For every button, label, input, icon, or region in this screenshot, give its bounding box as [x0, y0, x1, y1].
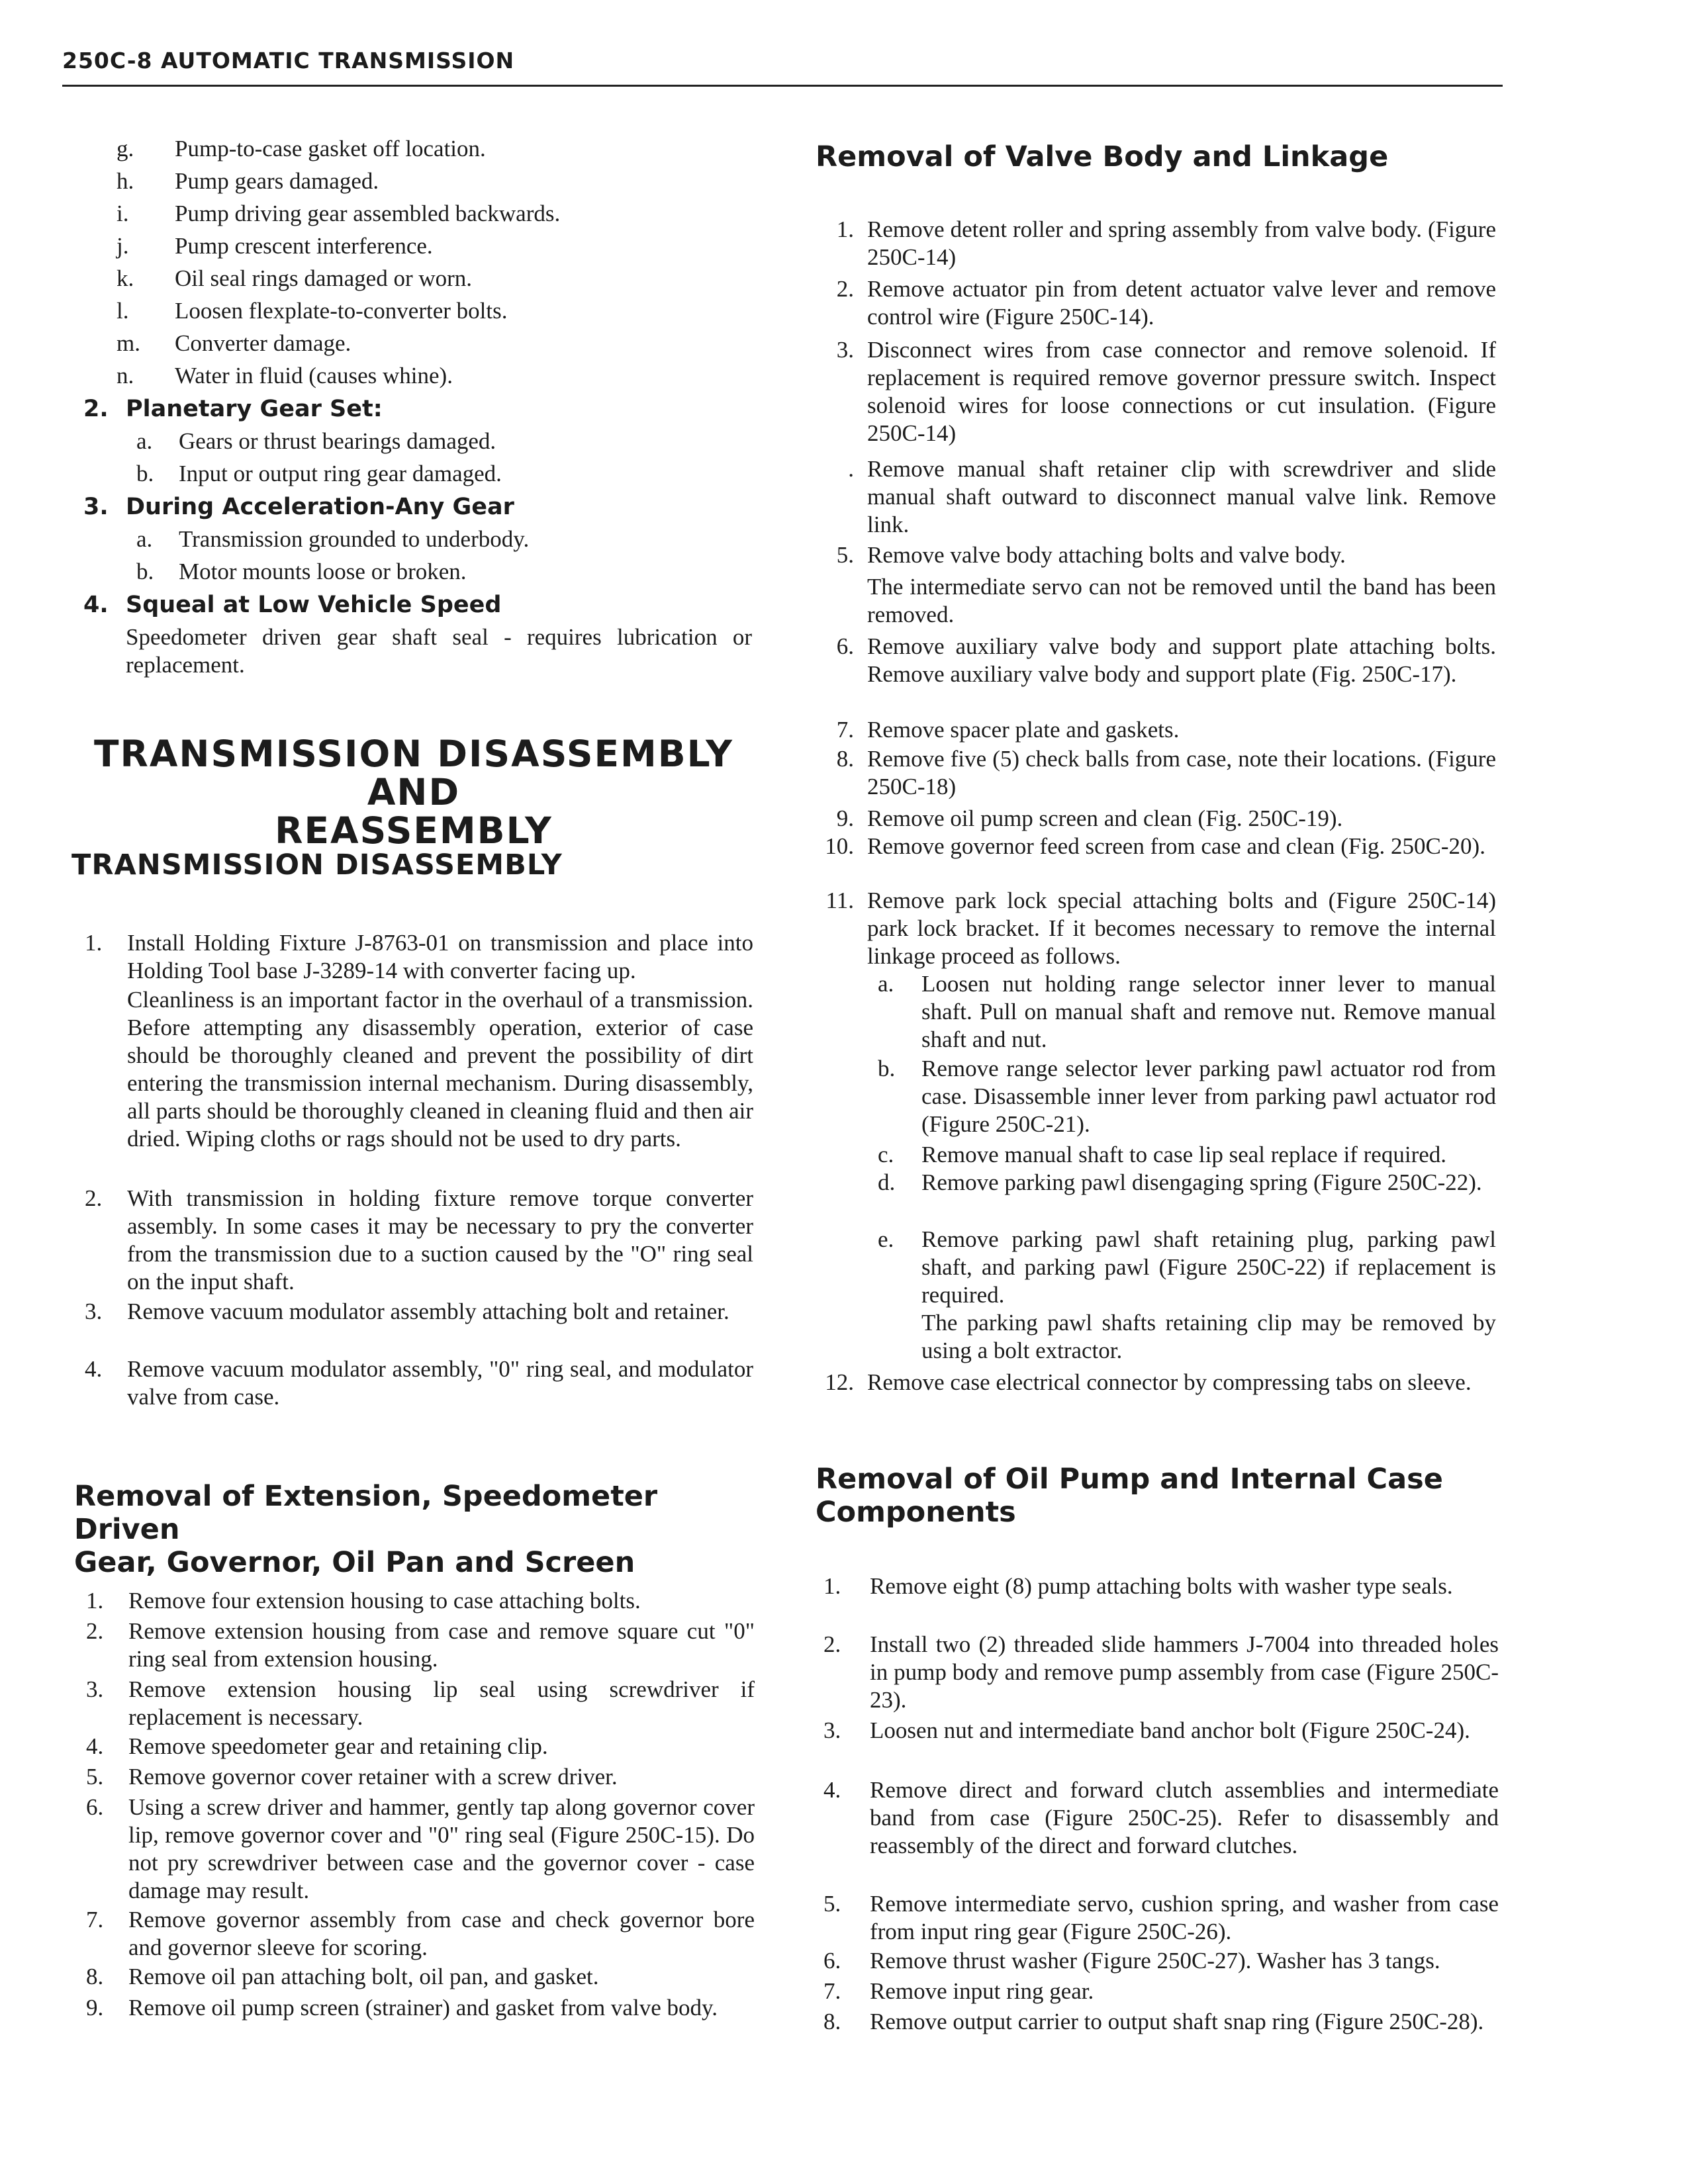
list-item: i. Pump driving gear assembled backwards.: [117, 201, 561, 226]
list-item: d. Remove parking pawl disengaging spring (Figure 250C-22).: [878, 1169, 1482, 1195]
list-item: 8. Remove five (5) check balls from case, note their locations. (Figure 250C-18): [836, 746, 1496, 799]
list-item: 6. Using a screw driver and hammer, gently tap along governor cover lip, remove governor cover and "0" ring seal (Figure 250C-15). Do not pry screwdriver between case and the governor cover - case damage may result.: [86, 1794, 755, 1903]
section-heading-valve-body: Removal of Valve Body and Linkage: [816, 140, 1389, 173]
list-item: 4. Remove speedometer gear and retaining clip.: [86, 1733, 548, 1759]
list-item: 8. Remove oil pan attaching bolt, oil pan, and gasket.: [86, 1964, 599, 1989]
list-item: 12. Remove case electrical connector by compressing tabs on sleeve.: [825, 1369, 1472, 1395]
list-item: l. Loosen flexplate-to-converter bolts.: [117, 298, 508, 324]
list-item: . Remove manual shaft retainer clip with screwdriver and slide manual shaft outward to disconnect manual valve link. Remove link.: [848, 456, 1496, 537]
list-item: b. Motor mounts loose or broken.: [136, 559, 467, 584]
main-heading-line-2: REASSEMBLY: [275, 809, 553, 852]
list-item: 1. Remove detent roller and spring assembly from valve body. (Figure 250C-14): [836, 216, 1496, 270]
extension-heading-line-2: Gear, Governor, Oil Pan and Screen: [74, 1546, 635, 1579]
list-item: a. Gears or thrust bearings damaged.: [136, 428, 496, 454]
list-item: 1. Install Holding Fixture J-8763-01 on transmission and place into Holding Tool base J-3289-14 with converter facing up.: [85, 930, 753, 983]
section-heading-oil-pump: [816, 1463, 1504, 1529]
main-heading: [66, 735, 761, 850]
list-item: e. Remove parking pawl shaft retaining plug, parking pawl shaft, and parking pawl (Figure 250C-22) if replacement is required.: [878, 1226, 1496, 1308]
list-item: The intermediate servo can not be removed until the band has been removed.: [867, 574, 1496, 627]
list-item: 6. Remove thrust washer (Figure 250C-27). Washer has 3 tangs.: [823, 1948, 1440, 1974]
oil-pump-heading-line-1: Removal of Oil Pump and Internal Case: [816, 1463, 1443, 1496]
list-item: 1. Remove four extension housing to case attaching bolts.: [86, 1588, 641, 1614]
list-item: a. Transmission grounded to underbody.: [136, 526, 530, 552]
list-item: 5. Remove governor cover retainer with a screw driver.: [86, 1764, 618, 1790]
oil-pump-heading-line-2: Components: [816, 1496, 1016, 1529]
header-rule: [62, 85, 1503, 87]
list-item: 4. Remove vacuum modulator assembly, "0" ring seal, and modulator valve from case.: [85, 1356, 753, 1410]
list-item: 9. Remove oil pump screen (strainer) and gasket from valve body.: [86, 1995, 718, 2021]
list-item: n. Water in fluid (causes whine).: [117, 363, 453, 388]
squeal-text: Speedometer driven gear shaft seal - requires lubrication or replacement.: [126, 624, 752, 678]
list-item: 4. Remove direct and forward clutch assemblies and intermediate band from case (Figure 250C-25). Refer to disassembly and reassembly of the direct and forward clutches.: [823, 1777, 1499, 1858]
list-item: 10. Remove governor feed screen from case and clean (Fig. 250C-20).: [825, 833, 1485, 859]
list-item: 3. Remove vacuum modulator assembly attaching bolt and retainer.: [85, 1298, 729, 1324]
subheading-squeal: 4. Squeal at Low Vehicle Speed: [83, 592, 502, 618]
list-item: 9. Remove oil pump screen and clean (Fig. 250C-19).: [836, 805, 1343, 831]
list-item: 7. Remove governor assembly from case and check governor bore and governor sleeve for scoring.: [86, 1907, 755, 1960]
extension-heading-line-1: Removal of Extension, Speedometer Driven: [74, 1480, 658, 1546]
list-item: 2. With transmission in holding fixture remove torque converter assembly. In some cases it may be necessary to pry the converter from the transmission due to a suction caused by the "O" ring seal on the input shaft.: [85, 1185, 753, 1295]
list-item: b. Remove range selector lever parking pawl actuator rod from case. Disassemble inner lever from parking pawl actuator rod (Figure 250C-21).: [878, 1056, 1496, 1137]
page-header: 250C-8 AUTOMATIC TRANSMISSION: [62, 48, 515, 73]
list-item: c. Remove manual shaft to case lip seal replace if required.: [878, 1142, 1447, 1167]
list-item: g. Pump-to-case gasket off location.: [117, 136, 486, 161]
list-item: 5. Remove intermediate servo, cushion spring, and washer from case from input ring gear (Figure 250C-26).: [823, 1891, 1499, 1944]
subheading-during-acceleration: 3. During Acceleration-Any Gear: [83, 494, 514, 520]
list-item: 1. Remove eight (8) pump attaching bolts with washer type seals.: [823, 1573, 1453, 1599]
list-item: 3. Disconnect wires from case connector and remove solenoid. If replacement is required remove governor pressure switch. Inspect solenoid wires for loose connections or cut insulation. (Figure 250C-14): [836, 337, 1496, 446]
list-item: 6. Remove auxiliary valve body and support plate attaching bolts. Remove auxiliary valve body and support plate (Fig. 250C-17).: [836, 633, 1496, 687]
subheading-planetary-gear-set: 2. Planetary Gear Set:: [83, 396, 383, 422]
list-item: 7. Remove spacer plate and gaskets.: [836, 717, 1180, 743]
list-item: 5. Remove valve body attaching bolts and valve body.: [836, 542, 1346, 568]
list-item: b. Input or output ring gear damaged.: [136, 461, 502, 486]
list-item: 3. Loosen nut and intermediate band anchor bolt (Figure 250C-24).: [823, 1717, 1470, 1743]
section-heading-extension: [74, 1480, 763, 1579]
list-item: 2. Remove extension housing from case and remove square cut "0" ring seal from extension housing.: [86, 1618, 755, 1672]
list-item: The parking pawl shafts retaining clip may be removed by using a bolt extractor.: [921, 1310, 1496, 1363]
list-item: 8. Remove output carrier to output shaft snap ring (Figure 250C-28).: [823, 2009, 1484, 2034]
list-item: k. Oil seal rings damaged or worn.: [117, 265, 473, 291]
list-item: a. Loosen nut holding range selector inner lever to manual shaft. Pull on manual shaft and remove nut. Remove manual shaft and nut.: [878, 971, 1496, 1052]
list-item: 7. Remove input ring gear.: [823, 1978, 1094, 2004]
list-item: j. Pump crescent interference.: [117, 233, 433, 259]
list-item: 11. Remove park lock special attaching bolts and (Figure 250C-14) park lock bracket. If it becomes necessary to remove the internal linkage proceed as follows.: [825, 887, 1496, 969]
list-item: h. Pump gears damaged.: [117, 168, 379, 194]
main-heading-line-1: TRANSMISSION DISASSEMBLY AND: [93, 733, 733, 813]
list-item: 2. Install two (2) threaded slide hammers J-7004 into threaded holes in pump body and remove pump assembly from case (Figure 250C-23).: [823, 1631, 1499, 1713]
section-heading-transmission-disassembly: TRANSMISSION DISASSEMBLY: [71, 848, 563, 882]
list-item: m. Converter damage.: [117, 330, 352, 356]
list-item: 2. Remove actuator pin from detent actuator valve lever and remove control wire (Figure 250C-14).: [836, 276, 1496, 330]
list-item: Cleanliness is an important factor in the overhaul of a transmission. Before attempting any disassembly operation, exterior of case should be thoroughly cleaned and prevent the possibility of dirt entering the transmission internal mechanism. During disassembly, all parts should be thoroughly cleaned in cleaning fluid and then air dried. Wiping cloths or rags should not be used to dry parts.: [127, 987, 753, 1152]
list-item: 3. Remove extension housing lip seal using screwdriver if replacement is necessary.: [86, 1676, 755, 1730]
